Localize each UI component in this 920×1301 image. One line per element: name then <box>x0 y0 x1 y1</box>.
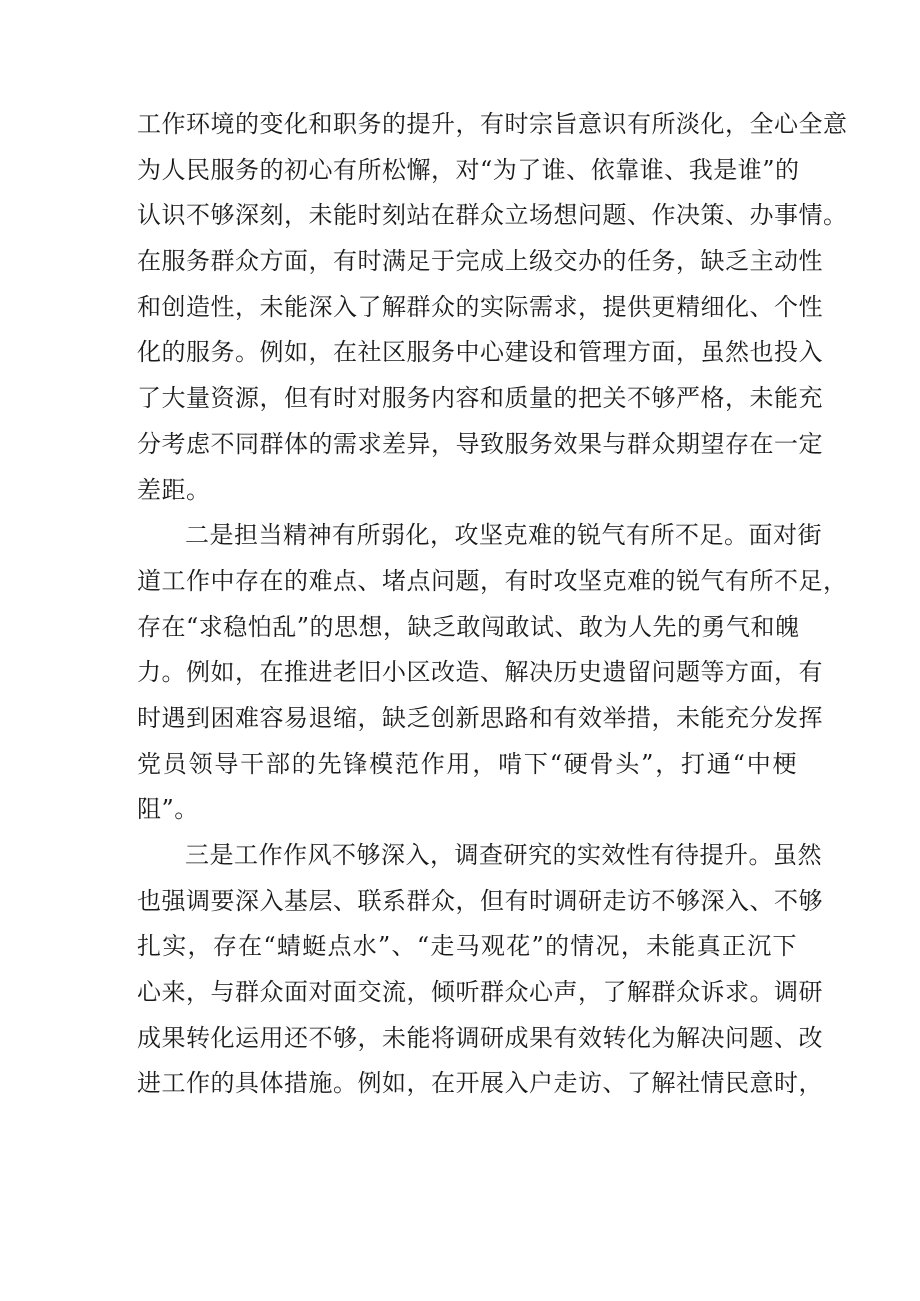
text-line: 分考虑不同群体的需求差异，导致服务效果与群众期望存在一定 <box>137 429 823 458</box>
text-line: 工作环境的变化和职务的提升，有时宗旨意识有所淡化，全心全意 <box>137 110 848 138</box>
text-line: 道工作中存在的难点、堵点问题，有时攻坚克难的锐气有所不足， <box>137 566 848 595</box>
paragraph-3 <box>137 833 823 1107</box>
text-line: 时遇到困难容易退缩，缺乏创新思路和有效举措，未能充分发挥 <box>137 703 823 732</box>
text-line: 三是工作作风不够深入，调查研究的实效性有待提升。虽然 <box>185 841 822 869</box>
text-line: 认识不够深刻，未能时刻站在群众立场想问题、作决策、办事情。 <box>137 201 848 230</box>
text-line: 了大量资源，但有时对服务内容和质量的把关不够严格，未能充 <box>137 384 823 413</box>
text-line: 力。例如，在推进老旧小区改造、解决历史遗留问题等方面，有 <box>137 658 823 687</box>
paragraph-1 <box>137 102 848 513</box>
text-line: 存在“求稳怕乱”的思想，缺乏敢闯敢试、敢为人先的勇气和魄 <box>137 612 800 641</box>
text-line: 为人民服务的初心有所松懈，对“为了谁、依靠谁、我是谁”的 <box>137 155 800 184</box>
text-line: 和创造性，未能深入了解群众的实际需求，提供更精细化、个性 <box>137 292 823 321</box>
text-line: 在服务群众方面，有时满足于完成上级交办的任务，缺乏主动性 <box>137 247 823 276</box>
text-line: 进工作的具体措施。例如，在开展入户走访、了解社情民意时， <box>137 1069 823 1098</box>
text-line: 扎实，存在“蜻蜓点水”、“走马观花”的情况，未能真正沉下 <box>137 932 797 961</box>
body-text <box>137 102 848 1107</box>
text-line: 党员领导干部的先锋模范作用，啃下“硬骨头”，打通“中梗 <box>137 749 797 778</box>
text-line: 心来，与群众面对面交流，倾听群众心声，了解群众诉求。调研 <box>137 978 823 1007</box>
text-line: 二是担当精神有所弱化，攻坚克难的锐气有所不足。面对街 <box>185 521 822 550</box>
text-line: 成果转化运用还不够，未能将调研成果有效转化为解决问题、改 <box>137 1023 823 1052</box>
text-line: 化的服务。例如，在社区服务中心建设和管理方面，虽然也投入 <box>137 338 823 367</box>
paragraph-2 <box>137 513 848 833</box>
text-line: 阻”。 <box>137 795 199 824</box>
text-line: 差距。 <box>137 475 211 504</box>
text-line: 也强调要深入基层、联系群众，但有时调研走访不够深入、不够 <box>137 886 823 915</box>
